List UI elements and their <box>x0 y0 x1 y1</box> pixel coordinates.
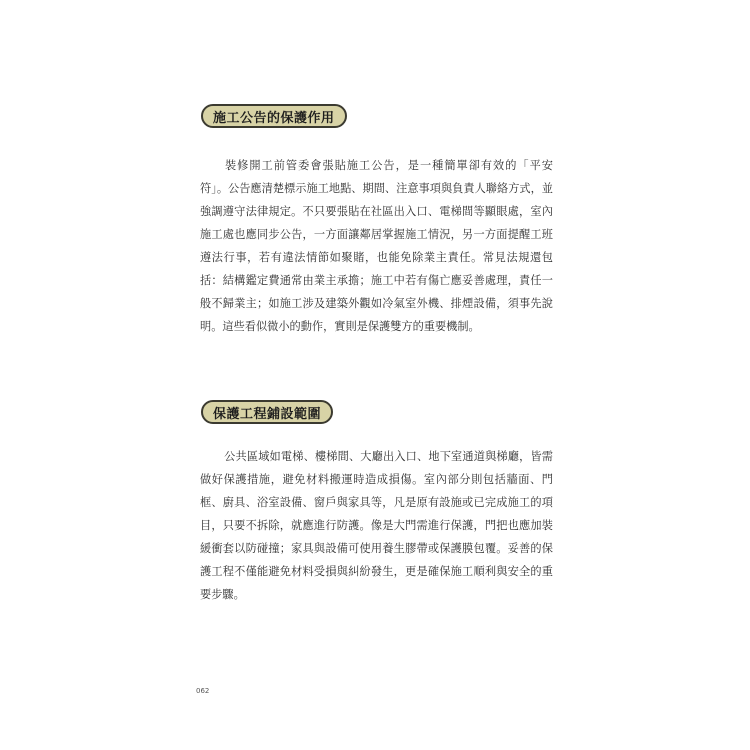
section-heading-protection-scope: 保護工程鋪設範圍 <box>201 400 333 424</box>
section-body-protection-scope <box>200 445 553 606</box>
paragraph-text: 公共區域如電梯、樓梯間、大廳出入口、地下室通道與梯廳，皆需做好保護措施，避免材料搬運時造成損傷。室內部分則包括牆面、門框、廚具、浴室設備、窗戶與家具等，凡是原有設施或已完成施工的項目，只要不拆除，就應進行防護。像是大門需進行保護，門把也應加裝緩衝套以防碰撞；家具與設備可使用養生膠帶或保護膜包覆。妥善的保護工程不僅能避免材料受損與糾紛發生，更是確保施工順利與安全的重要步驟。 <box>200 450 553 601</box>
section-body-announcement <box>200 154 553 338</box>
section-heading-announcement: 施工公告的保護作用 <box>201 104 347 128</box>
paragraph-text: 裝修開工前管委會張貼施工公告，是一種簡單卻有效的「平安符」。公告應清楚標示施工地點、期間、注意事項與負責人聯絡方式，並強調遵守法律規定。不只要張貼在社區出入口、電梯間等顯眼處，室內施工處也應同步公告，一方面讓鄰居掌握施工情況，另一方面提醒工班遵法行事，若有違法情節如聚賭，也能免除業主責任。常見法規還包括：結構鑑定費通常由業主承擔；施工中若有傷亡應妥善處理，責任一般不歸業主；如施工涉及建築外觀如冷氣室外機、排煙設備，須事先說明。這些看似微小的動作，實則是保護雙方的重要機制。 <box>200 159 553 333</box>
page-number: 062 <box>196 687 210 695</box>
